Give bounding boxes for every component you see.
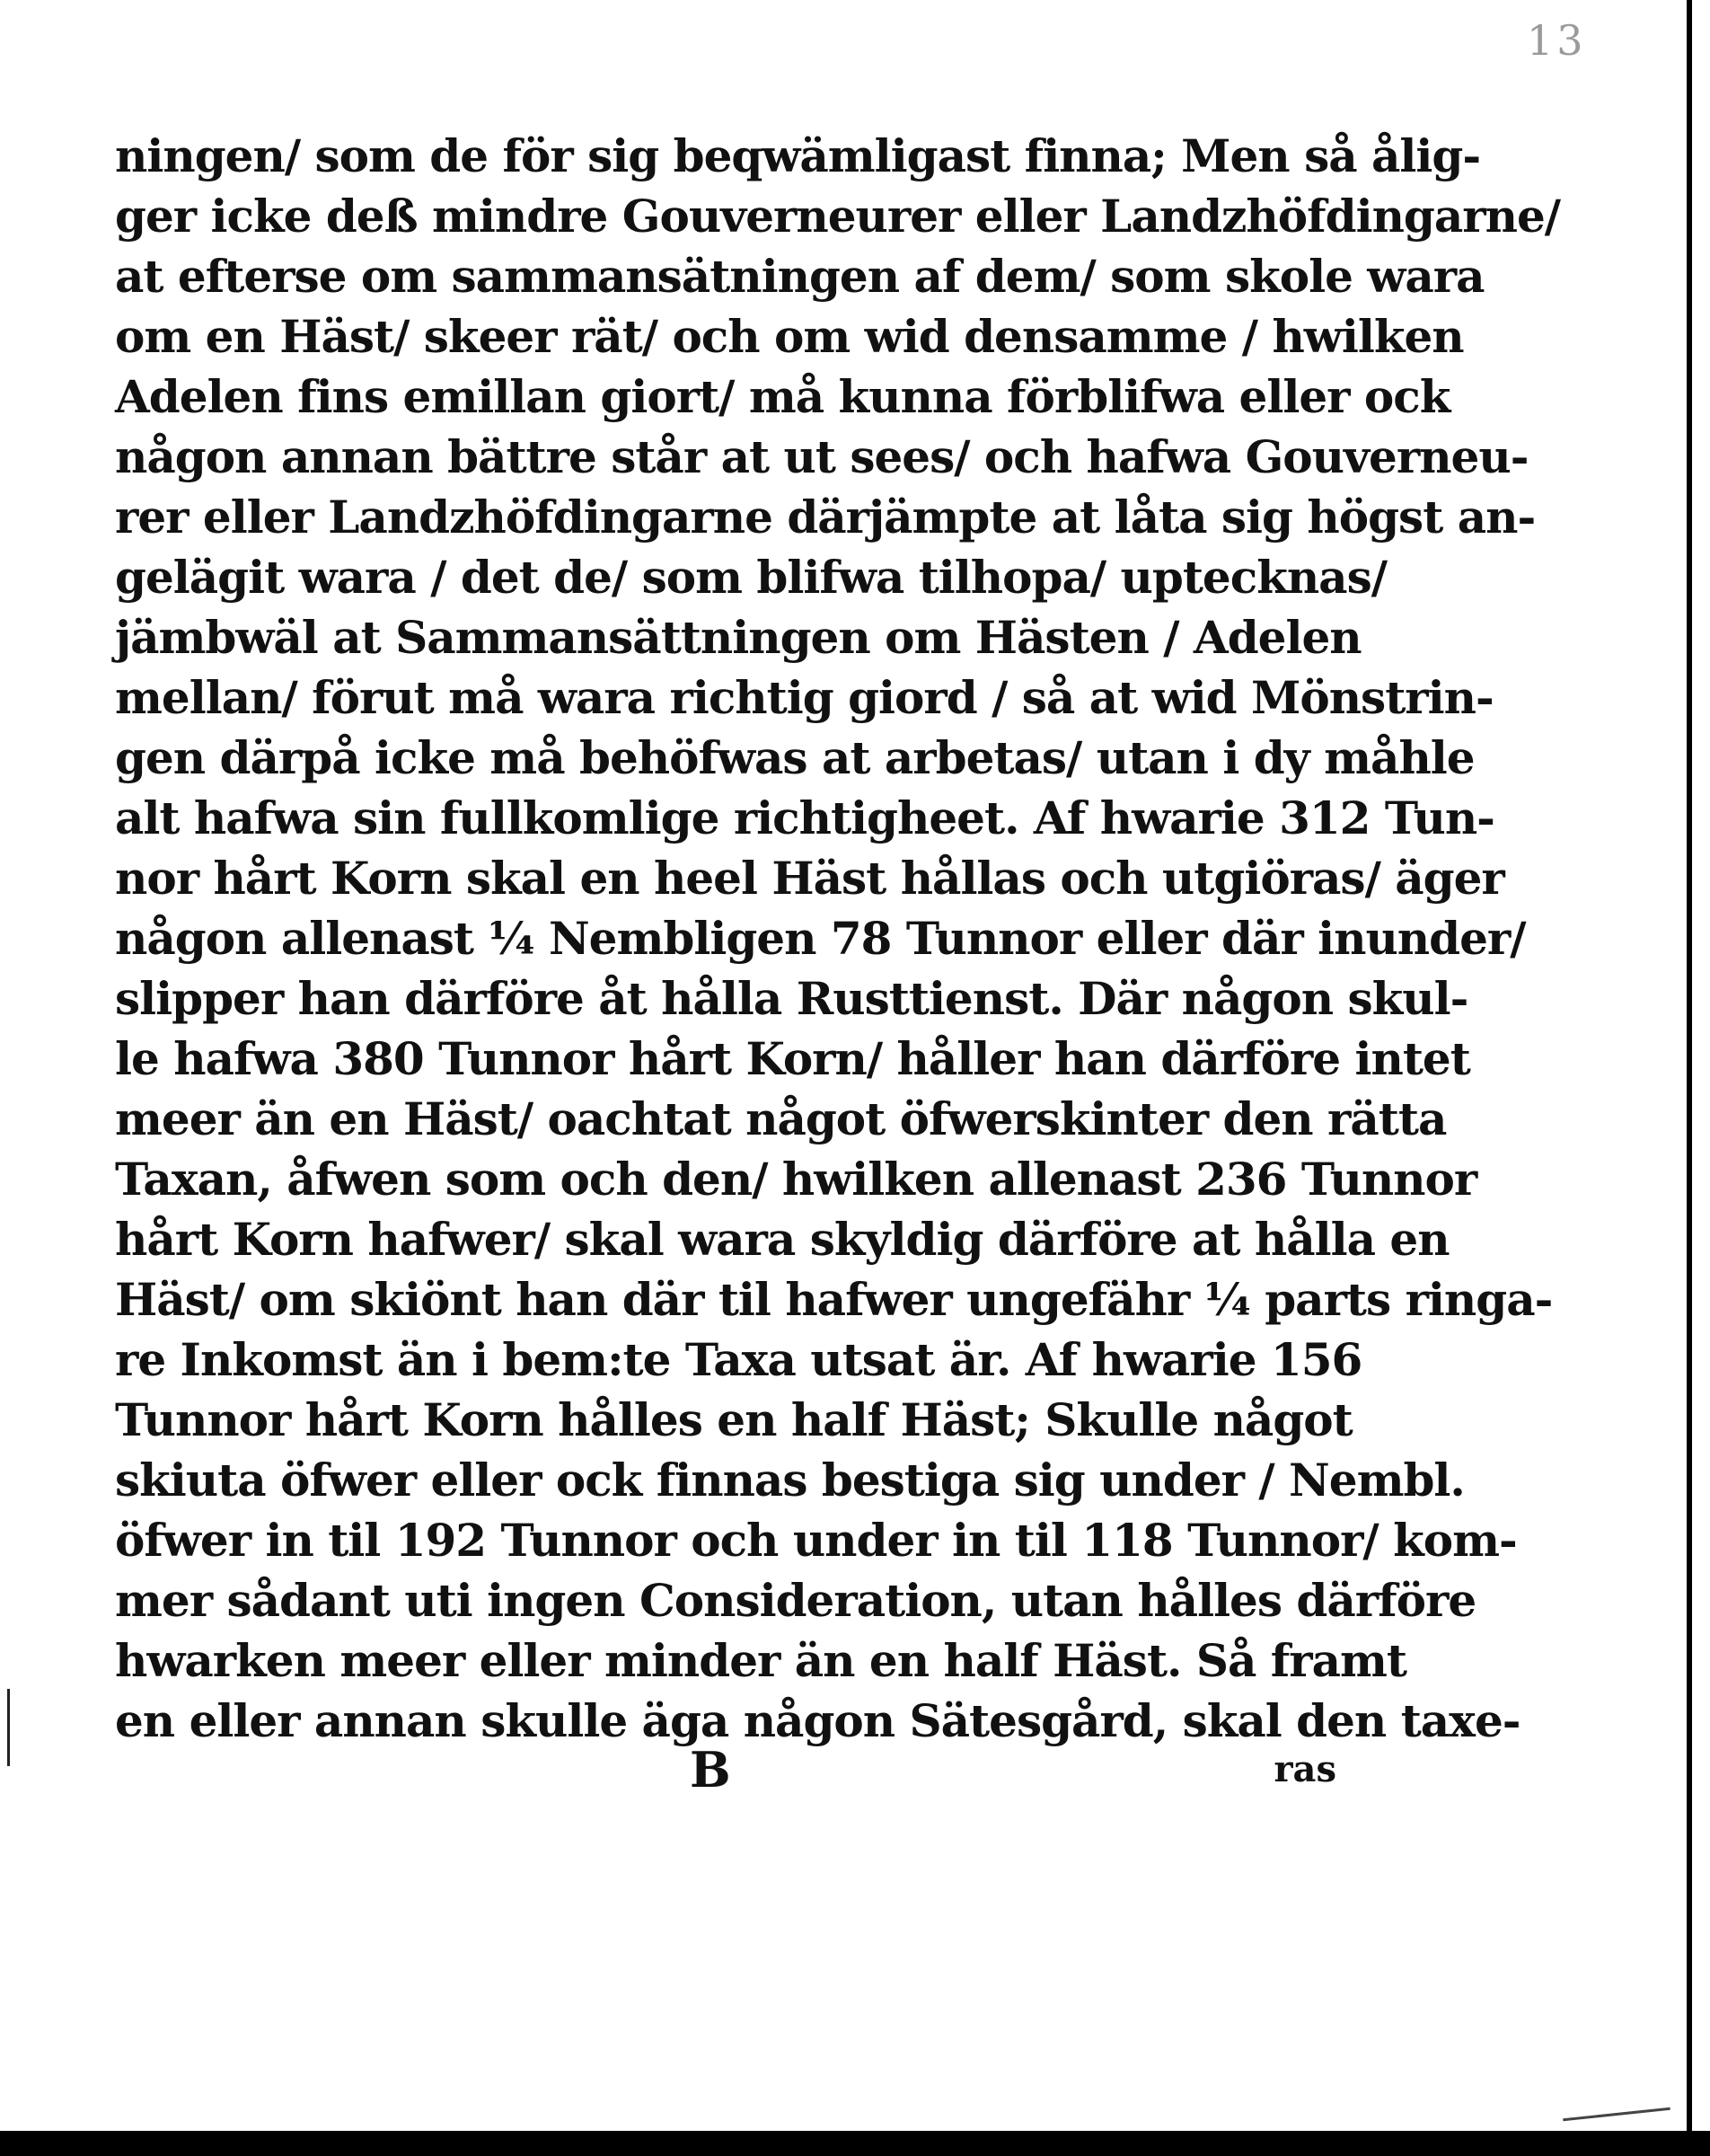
text-line: Taxan, åfwen som och den/ hwilken allenast 236 Tunnor [115, 1153, 1477, 1206]
text-line: le hafwa 380 Tunnor hårt Korn/ håller han därföre intet [115, 1032, 1470, 1085]
scan-mark [1563, 2107, 1670, 2122]
text-line: skiuta öfwer eller ock finnas bestiga sig under / Nembl. [115, 1454, 1465, 1507]
body-text [115, 126, 1561, 1751]
text-line: nor hårt Korn skal en heel Häst hållas och utgiöras/ äger [115, 852, 1504, 905]
text-line: slipper han därföre åt hålla Rusttienst. Där någon skul- [115, 972, 1468, 1025]
text-line: ger icke deß mindre Gouverneurer eller Landzhöfdingarne/ [115, 190, 1561, 243]
text-line: Adelen fins emillan giort/ må kunna förblifwa eller ock [115, 370, 1450, 423]
catchword: ras [1274, 1748, 1336, 1790]
scan-edge-right [1687, 0, 1692, 2156]
page-number: 13 [1527, 16, 1587, 65]
text-line: om en Häst/ skeer rät/ och om wid densamme / hwilken [115, 310, 1464, 363]
text-line: en eller annan skulle äga någon Sätesgård, skal den taxe- [115, 1694, 1520, 1747]
signature-mark: B [690, 1741, 731, 1798]
text-line: gelägit wara / det de/ som blifwa tilhopa/ uptecknas/ [115, 551, 1387, 604]
text-line: någon annan bättre står at ut sees/ och hafwa Gouverneu- [115, 430, 1529, 483]
text-line: rer eller Landzhöfdingarne därjämpte at låta sig högst an- [115, 490, 1536, 543]
text-line: Häst/ om skiönt han där til hafwer ungefähr ¼ parts ringa- [115, 1273, 1553, 1326]
text-line: öfwer in til 192 Tunnor och under in til 118 Tunnor/ kom- [115, 1514, 1517, 1567]
text-line: jämbwäl at Sammansättningen om Hästen / Adelen [115, 611, 1362, 664]
text-line: at efterse om sammansätningen af dem/ som skole wara [115, 250, 1485, 303]
scan-edge-bottom [0, 2131, 1710, 2156]
text-line: gen därpå icke må behöfwas at arbetas/ utan i dy måhle [115, 731, 1475, 784]
text-line: någon allenast ¼ Nembligen 78 Tunnor eller där inunder/ [115, 912, 1526, 965]
text-line: ningen/ som de för sig beqwämligast finna; Men så ålig- [115, 129, 1481, 182]
text-line: re Inkomst än i bem:te Taxa utsat är. Af hwarie 156 [115, 1333, 1362, 1386]
text-line: mellan/ förut må wara richtig giord / så at wid Mönstrin- [115, 671, 1494, 724]
page-footer [115, 1741, 1336, 1804]
text-line: hwarken meer eller minder än en half Häst. Så framt [115, 1634, 1407, 1687]
text-line: hårt Korn hafwer/ skal wara skyldig därföre at hålla en [115, 1213, 1450, 1266]
text-line: Tunnor hårt Korn hålles en half Häst; Skulle något [115, 1393, 1353, 1446]
margin-mark [7, 1689, 10, 1766]
text-line: mer sådant uti ingen Consideration, utan hålles därföre [115, 1574, 1476, 1627]
text-line: alt hafwa sin fullkomlige richtigheet. Af hwarie 312 Tun- [115, 791, 1494, 844]
text-line: meer än en Häst/ oachtat något öfwerskinter den rätta [115, 1092, 1447, 1145]
